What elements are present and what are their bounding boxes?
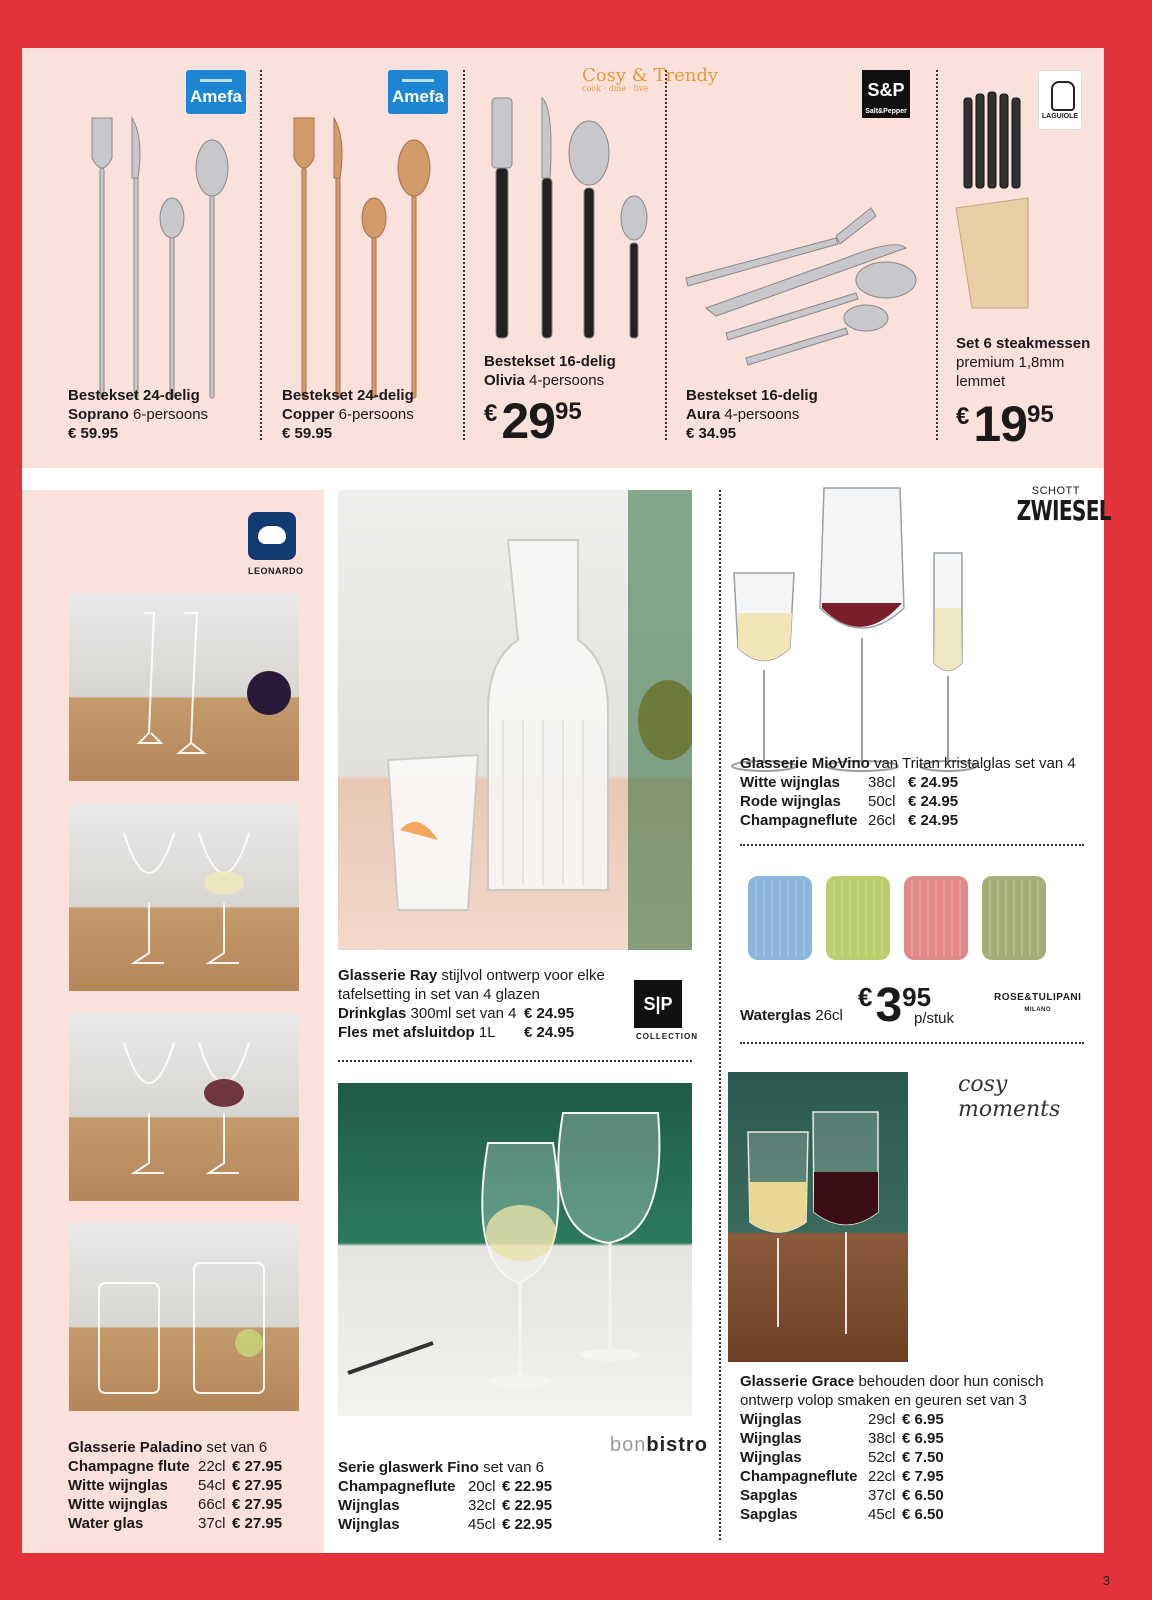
product-model: Aura (686, 406, 721, 423)
price-integer: 19 (973, 396, 1027, 452)
row-name: Wijnglas (338, 1516, 400, 1533)
price-integer: 29 (501, 393, 555, 449)
product-title: Serie glaswerk Fino (338, 1459, 479, 1476)
brand-name: ZWIESEL (1016, 494, 1111, 527)
row-name: Water glas (68, 1515, 144, 1532)
product-olivia (484, 352, 664, 449)
separator (740, 844, 1084, 846)
product-desc: tafelsetting in set van 4 glazen (338, 986, 540, 1003)
row-name: Drinkglas (338, 1005, 407, 1022)
separator (719, 490, 721, 1540)
ray-info (338, 966, 628, 1042)
product-photo (69, 803, 299, 991)
table-row (68, 1495, 282, 1514)
product-photo (338, 490, 692, 950)
product-soprano (68, 386, 258, 443)
product-name: Bestekset 16-delig (484, 353, 616, 370)
table-row (740, 1410, 944, 1429)
row-name: Rode wijnglas (740, 793, 841, 810)
price-table (740, 773, 958, 830)
product-photo (69, 1013, 299, 1201)
row-size: 26cl (868, 812, 896, 829)
row-size: 32cl (468, 1497, 496, 1514)
row-size: 37cl (868, 1487, 896, 1504)
price-table (338, 1477, 552, 1534)
row-name: Champagneflute (338, 1478, 456, 1495)
product-title: Glasserie Ray (338, 967, 438, 984)
separator (260, 70, 262, 440)
product-size: 26cl (815, 1007, 843, 1024)
cutlery-illustration (82, 118, 252, 418)
table-row (740, 1467, 944, 1486)
row-name: Sapglas (740, 1506, 798, 1523)
row-price: € 6.50 (902, 1506, 944, 1523)
sp-collection-logo: S|P (634, 980, 682, 1028)
product-subtitle: van Tritan kristalglas set van 4 (873, 755, 1076, 772)
row-price: € 24.95 (908, 793, 959, 810)
miovino-info (740, 754, 1100, 830)
product-title: Waterglas (740, 1007, 812, 1024)
cosy-moments-logo: cosy moments (958, 1072, 1061, 1122)
product-desc: ontwerp volop smaken en geuren set van 3 (740, 1392, 1027, 1409)
product-name: Set 6 steakmessen (956, 335, 1091, 352)
table-row (740, 1486, 944, 1505)
row-price: € 27.95 (232, 1496, 283, 1513)
row-price: € 6.95 (902, 1411, 944, 1428)
grace-info (740, 1372, 1100, 1524)
page-number: 3 (1102, 1573, 1110, 1588)
row-price: € 24.95 (908, 774, 959, 791)
bonbistro-logo (610, 1434, 708, 1457)
price-unit: p/stuk (914, 1010, 955, 1027)
product-detail: 6-persoons (338, 406, 414, 423)
table-row (338, 1496, 552, 1515)
row-price: € 6.95 (902, 1430, 944, 1447)
row-price: € 7.95 (902, 1468, 944, 1485)
table-row (740, 811, 958, 830)
row-size: 38cl (868, 774, 896, 791)
row-name: Champagneflute (740, 812, 858, 829)
row-name: Witte wijnglas (740, 774, 840, 791)
row-price: € 27.95 (232, 1515, 283, 1532)
price-currency: € (956, 403, 970, 430)
product-model: Olivia (484, 372, 525, 389)
product-photo (338, 1083, 692, 1416)
laguiole-logo: LAGUIOLE (1038, 70, 1082, 130)
row-size: 29cl (868, 1411, 896, 1428)
product-photo (69, 593, 299, 781)
product-detail: 6-persoons (133, 406, 209, 423)
row-name: Champagne flute (68, 1458, 190, 1475)
row-size: 300ml set van 4 (410, 1005, 517, 1022)
separator (665, 70, 667, 440)
table-row (68, 1476, 282, 1495)
brand-tagline: cook · dine · live (582, 84, 649, 93)
row-price: € 7.50 (902, 1449, 944, 1466)
product-price: € 59.95 (282, 425, 333, 442)
product-detail: 4-persoons (724, 406, 800, 423)
brand-name: ROSE&TULIPANI (994, 992, 1082, 1003)
price-decimal: 95 (554, 398, 582, 425)
product-detail: lemmet (956, 373, 1006, 390)
row-price: € 24.95 (524, 1005, 575, 1022)
price-currency: € (484, 400, 498, 427)
brand-sub: MILANO (1024, 1007, 1052, 1013)
leonardo-logo (248, 512, 296, 560)
table-row (338, 1477, 552, 1496)
table-row (338, 1004, 574, 1023)
table-row (740, 773, 958, 792)
table-row (740, 792, 958, 811)
cosy-trendy-logo (582, 65, 719, 94)
price-table (68, 1457, 282, 1533)
product-aura (686, 386, 926, 443)
product-price (956, 396, 1106, 452)
salt-pepper-logo (862, 70, 910, 118)
cutlery-illustration (284, 118, 454, 418)
tumblers-illustration (740, 868, 1070, 968)
table-row (338, 1515, 552, 1534)
row-price: € 24.95 (524, 1024, 575, 1041)
row-size: 38cl (868, 1430, 896, 1447)
row-price: € 27.95 (232, 1477, 283, 1494)
product-price (484, 393, 664, 449)
price-integer: 3 (875, 979, 903, 1032)
row-name: Witte wijnglas (68, 1496, 168, 1513)
product-subtitle: set van 6 (483, 1459, 544, 1476)
row-size: 54cl (198, 1477, 226, 1494)
price-table (740, 1410, 944, 1524)
paladino-info (68, 1438, 308, 1533)
product-desc: behouden door hun conisch (858, 1373, 1044, 1390)
brand-bold: bistro (646, 1434, 708, 1456)
brand-light: bon (610, 1434, 647, 1456)
separator (740, 1042, 1084, 1044)
product-photo (728, 1072, 908, 1362)
brand-sub: Salt&Pepper (865, 108, 907, 115)
row-size: 20cl (468, 1478, 496, 1495)
row-price: € 22.95 (502, 1516, 553, 1533)
product-steakknives (956, 334, 1106, 452)
row-size: 22cl (198, 1458, 226, 1475)
row-name: Wijnglas (740, 1411, 802, 1428)
wine-glasses-illustration (722, 488, 1002, 778)
product-desc: stijlvol ontwerp voor elke (441, 967, 605, 984)
knife-block-illustration (952, 88, 1032, 318)
row-size: 45cl (468, 1516, 496, 1533)
fino-info (338, 1458, 638, 1534)
leonardo-label: LEONARDO (248, 566, 304, 576)
separator (338, 1060, 692, 1062)
brand-top: SCHOTT (1031, 485, 1080, 497)
catalog-page (22, 48, 1111, 1553)
row-price: € 22.95 (502, 1478, 553, 1495)
brand-name: Cosy & Trendy (582, 65, 719, 86)
separator (936, 70, 938, 440)
row-size: 66cl (198, 1496, 226, 1513)
cutlery-illustration (686, 198, 926, 368)
product-name: Bestekset 24-delig (282, 387, 414, 404)
product-detail: 4-persoons (529, 372, 605, 389)
row-name: Wijnglas (338, 1497, 400, 1514)
row-size: 22cl (868, 1468, 896, 1485)
row-name: Fles met afsluitdop (338, 1024, 475, 1041)
table-row (68, 1457, 282, 1476)
row-size: 45cl (868, 1506, 896, 1523)
amefa-logo: Amefa (388, 70, 448, 114)
price-currency: € (858, 982, 873, 1012)
row-name: Witte wijnglas (68, 1477, 168, 1494)
table-row (740, 1429, 944, 1448)
row-size: 1L (478, 1024, 496, 1041)
rose-tulipani-logo (994, 992, 1081, 1016)
row-size: 37cl (198, 1515, 226, 1532)
table-row (338, 1023, 574, 1042)
product-copper (282, 386, 462, 443)
product-detail: premium 1,8mm (956, 354, 1065, 371)
row-price: € 6.50 (902, 1487, 944, 1504)
product-name: Bestekset 16-delig (686, 387, 818, 404)
price-table (338, 1004, 574, 1042)
row-size: 52cl (868, 1449, 896, 1466)
waterglas-info (740, 1006, 843, 1025)
row-name: Wijnglas (740, 1430, 802, 1447)
product-photo (69, 1223, 299, 1411)
product-price: € 59.95 (68, 425, 119, 442)
amefa-logo: Amefa (186, 70, 246, 114)
row-price: € 22.95 (502, 1497, 553, 1514)
table-row (740, 1505, 944, 1524)
table-row (68, 1514, 282, 1533)
row-name: Sapglas (740, 1487, 798, 1504)
separator (463, 70, 465, 440)
row-size: 50cl (868, 793, 896, 810)
price-decimal: 95 (1026, 401, 1054, 428)
product-price: € 34.95 (686, 425, 737, 442)
row-price: € 24.95 (908, 812, 959, 829)
product-title: Glasserie Grace (740, 1373, 855, 1390)
product-model: Soprano (68, 406, 129, 423)
row-name: Wijnglas (740, 1449, 802, 1466)
row-price: € 27.95 (232, 1458, 283, 1475)
sp-collection-label: COLLECTION (636, 1032, 698, 1041)
brand-name: S&P (867, 80, 905, 100)
price-decimal: 95 (902, 982, 932, 1012)
product-name: Bestekset 24-delig (68, 387, 200, 404)
row-name: Champagneflute (740, 1468, 858, 1485)
product-model: Copper (282, 406, 335, 423)
product-subtitle: set van 6 (206, 1439, 268, 1456)
cutlery-illustration (484, 98, 654, 348)
product-title: Glasserie Paladino (68, 1439, 203, 1456)
table-row (740, 1448, 944, 1467)
product-title: Glasserie MioVino (740, 755, 870, 772)
